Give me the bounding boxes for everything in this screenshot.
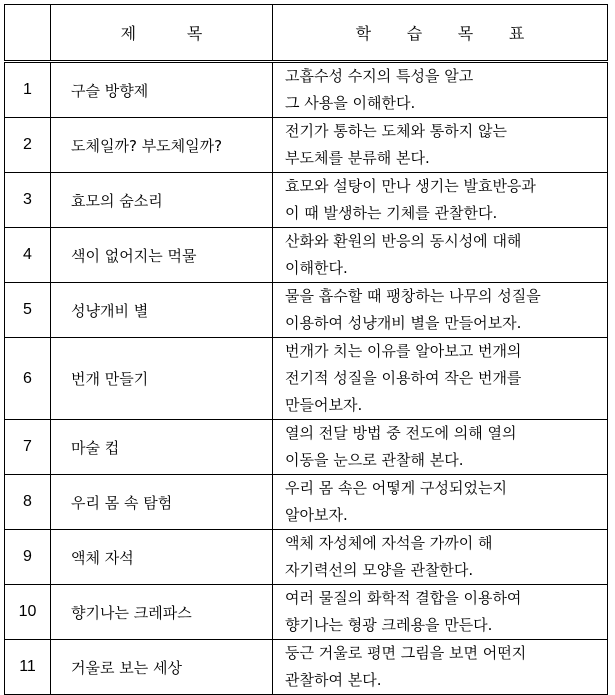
table-body [5,62,608,695]
table-row [5,173,608,228]
goal-line: 자기력선의 모양을 관찰한다. [285,561,474,579]
goal-line: 이해한다. [285,259,348,277]
table-row [5,530,608,585]
row-title: 색이 없어지는 먹물 [51,228,273,283]
table-row [5,228,608,283]
goal-line: 향기나는 형광 크레용을 만든다. [285,616,493,634]
header-goal: 학 습 목 표 [273,5,608,62]
table-row [5,62,608,118]
goal-line: 여러 물질의 화학적 결합을 이용하여 [285,589,522,607]
header-row [5,5,608,62]
header-number [5,5,51,62]
row-goal [273,118,608,173]
table-row [5,338,608,420]
row-title: 성냥개비 별 [51,283,273,338]
goal-line: 이 때 발생하는 기체를 관찰한다. [285,204,498,222]
row-number: 10 [5,585,51,640]
goal-line: 산화와 환원의 반응의 동시성에 대해 [285,232,522,250]
row-number: 6 [5,338,51,420]
row-title: 마술 컵 [51,420,273,475]
row-number: 5 [5,283,51,338]
row-goal [273,283,608,338]
table-row [5,475,608,530]
row-title: 번개 만들기 [51,338,273,420]
goal-line: 이동을 눈으로 관찰해 본다. [285,451,464,469]
activity-table [4,4,608,695]
row-number: 2 [5,118,51,173]
goal-line: 둥근 거울로 평면 그림을 보면 어떤지 [285,644,527,662]
row-number: 8 [5,475,51,530]
row-goal [273,585,608,640]
row-number: 9 [5,530,51,585]
row-number: 7 [5,420,51,475]
goal-line: 그 사용을 이해한다. [285,94,416,112]
goal-line: 번개가 치는 이유를 알아보고 번개의 [285,342,522,360]
row-goal [273,530,608,585]
table-row [5,283,608,338]
row-title: 도체일까? 부도체일까? [51,118,273,173]
table-row [5,420,608,475]
row-title: 효모의 숨소리 [51,173,273,228]
goal-line: 물을 흡수할 때 팽창하는 나무의 성질을 [285,287,541,305]
row-goal [273,475,608,530]
goal-line: 관찰하여 본다. [285,671,382,689]
row-goal [273,338,608,420]
goal-line: 만들어보자. [285,396,363,414]
goal-line: 우리 몸 속은 어떻게 구성되었는지 [285,479,507,497]
row-title: 구슬 방향제 [51,62,273,118]
goal-line: 효모와 설탕이 만나 생기는 발효반응과 [285,177,536,195]
goal-line: 열의 전달 방법 중 전도에 의해 열의 [285,424,517,442]
goal-line: 부도체를 분류해 본다. [285,149,430,167]
row-title: 우리 몸 속 탐험 [51,475,273,530]
row-number: 3 [5,173,51,228]
goal-line: 이용하여 성냥개비 별을 만들어보자. [285,314,522,332]
goal-line: 알아보자. [285,506,348,524]
row-title: 향기나는 크레파스 [51,585,273,640]
table-row [5,118,608,173]
row-title: 액체 자석 [51,530,273,585]
goal-line: 전기적 성질을 이용하여 작은 번개를 [285,369,522,387]
row-number: 4 [5,228,51,283]
row-goal [273,173,608,228]
goal-line: 고흡수성 수지의 특성을 알고 [285,67,474,85]
row-number: 1 [5,62,51,118]
goal-line: 전기가 통하는 도체와 통하지 않는 [285,122,507,140]
header-title: 제 목 [51,5,273,62]
table-row [5,640,608,695]
table-row [5,585,608,640]
row-goal [273,62,608,118]
row-goal [273,640,608,695]
row-title: 거울로 보는 세상 [51,640,273,695]
row-goal [273,228,608,283]
goal-line: 액체 자성체에 자석을 가까이 해 [285,534,493,552]
row-goal [273,420,608,475]
row-number: 11 [5,640,51,695]
